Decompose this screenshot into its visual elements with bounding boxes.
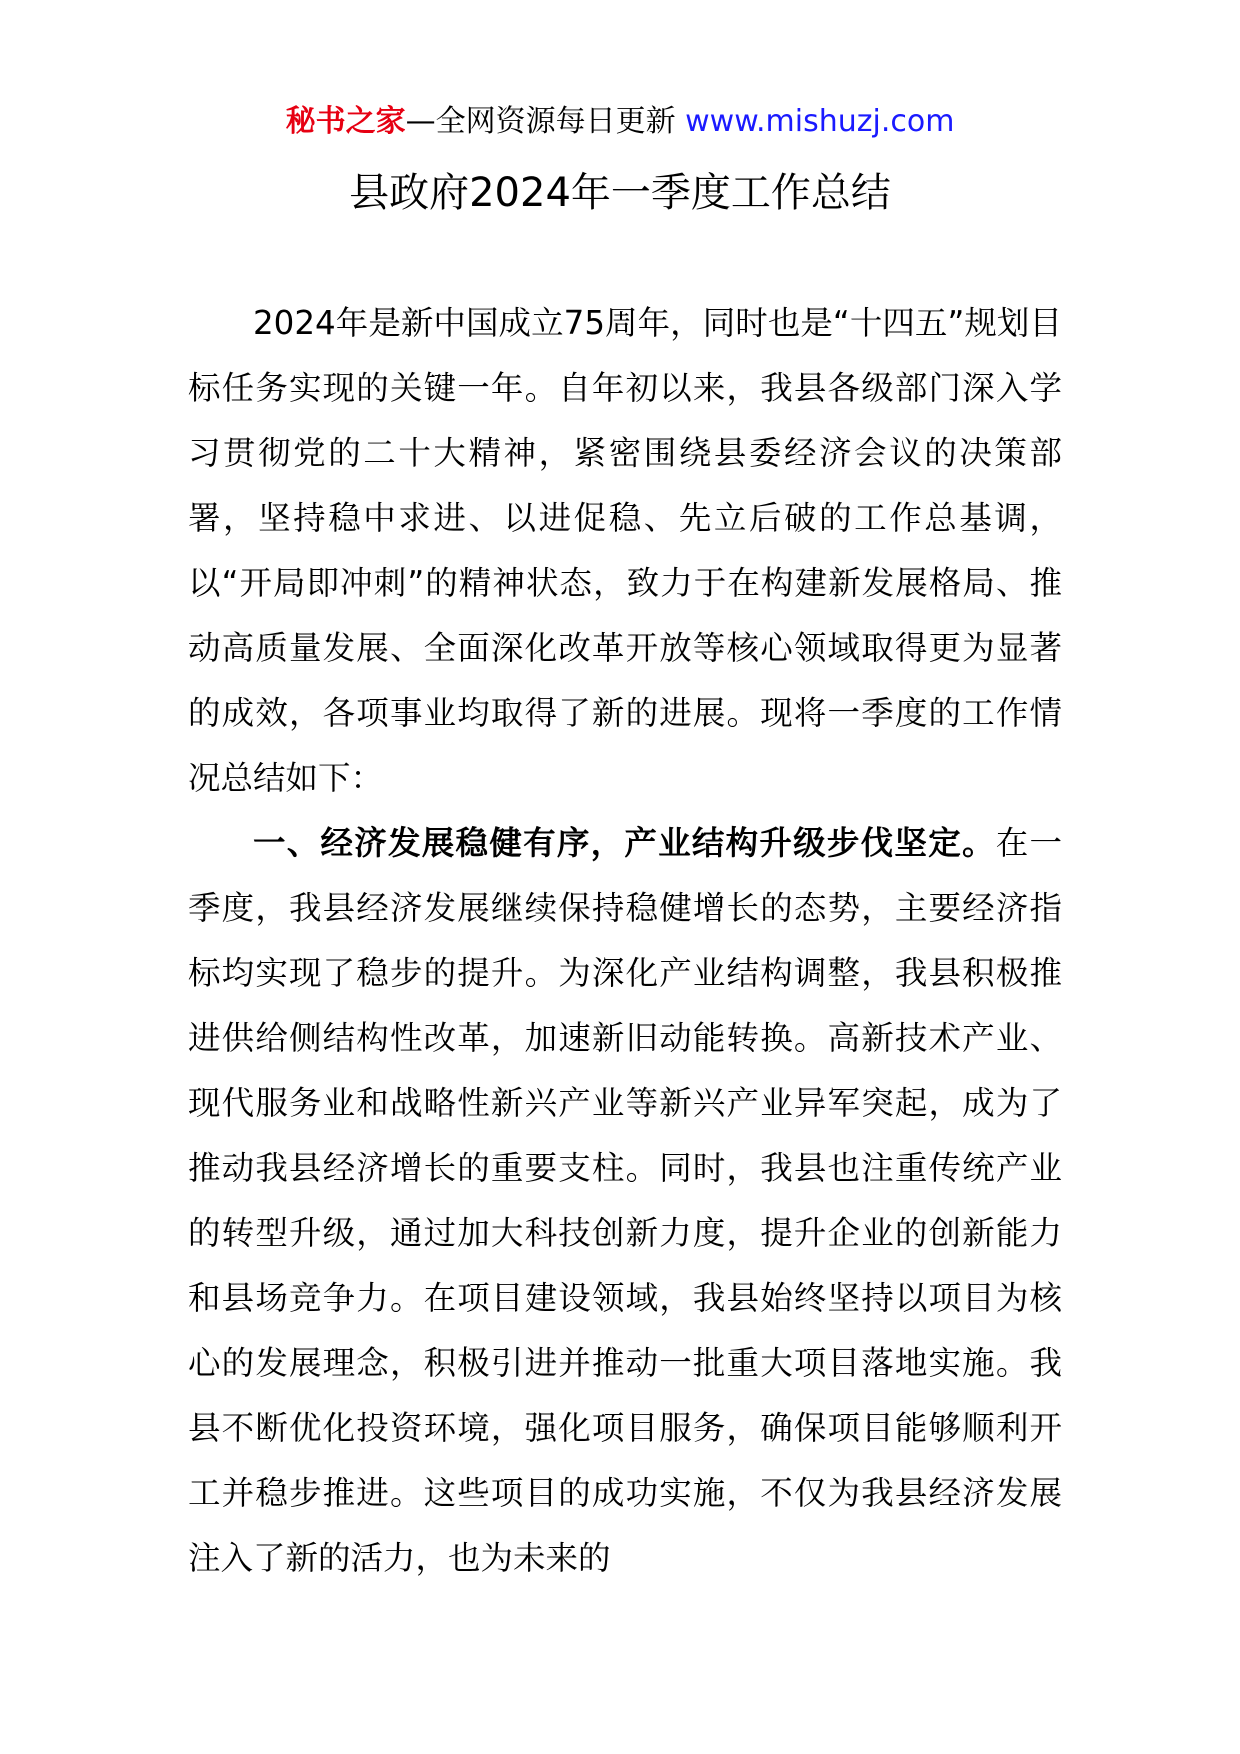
document-body xyxy=(188,291,1062,1591)
site-slogan: —全网资源每日更新 xyxy=(405,104,676,139)
site-header xyxy=(0,100,1240,144)
site-brand: 秘书之家 xyxy=(285,104,406,139)
document-title: 县政府2024年一季度工作总结 xyxy=(349,170,891,216)
section-1-paragraph xyxy=(188,811,1062,1591)
section-1-heading: 一、经济发展稳健有序，产业结构升级步伐坚定。 xyxy=(253,824,996,862)
intro-paragraph: 2024年是新中国成立75周年，同时也是“十四五”规划目标任务实现的关键一年。自年初以来，我县各级部门深入学习贯彻党的二十大精神，紧密围绕县委经济会议的决策部署，坚持稳中求进、以进促稳、先立后破的工作总基调，以“开局即冲刺”的精神状态，致力于在构建新发展格局、推动高质量发展、全面深化改革开放等核心领域取得更为显著的成效，各项事业均取得了新的进展。现将一季度的工作情况总结如下： xyxy=(188,304,1062,797)
section-1-text: 在一季度，我县经济发展继续保持稳健增长的态势，主要经济指标均实现了稳步的提升。为深化产业结构调整，我县积极推进供给侧结构性改革，加速新旧动能转换。高新技术产业、现代服务业和战略性新兴产业等新兴产业异军突起，成为了推动我县经济增长的重要支柱。同时，我县也注重传统产业的转型升级，通过加大科技创新力度，提升企业的创新能力和县场竞争力。在项目建设领域，我县始终坚持以项目为核心的发展理念，积极引进并推动一批重大项目落地实施。我县不断优化投资环境，强化项目服务，确保项目能够顺利开工并稳步推进。这些项目的成功实施，不仅为我县经济发展注入了新的活力，也为未来的 xyxy=(188,824,1062,1577)
site-url[interactable]: www.mishuzj.com xyxy=(685,104,955,139)
